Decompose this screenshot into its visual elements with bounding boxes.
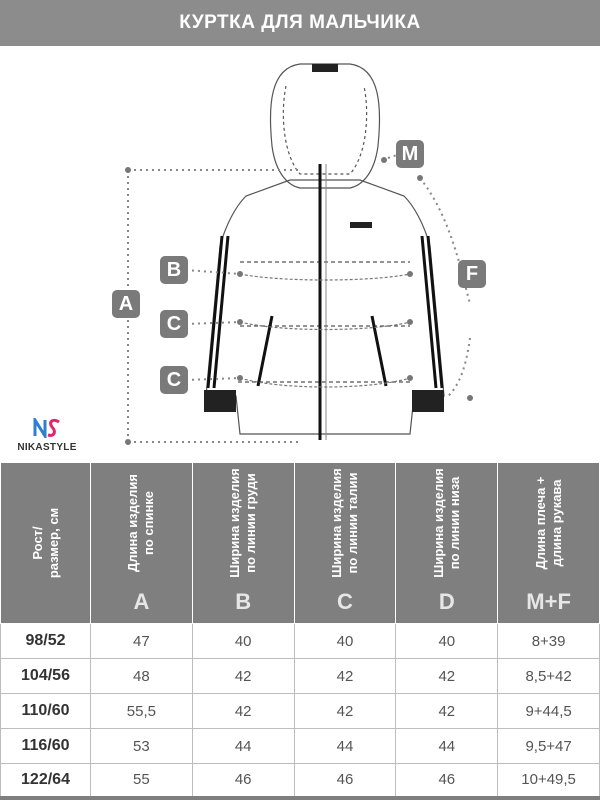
label-a: A (112, 290, 140, 318)
cell-b: 42 (192, 659, 294, 694)
header-c-line2: по линии талии (344, 472, 360, 574)
cell-size: 98/52 (1, 624, 91, 659)
cell-b: 42 (192, 694, 294, 729)
table-row (1, 694, 600, 729)
cell-d: 46 (396, 764, 498, 799)
header-mf-line2: длина рукава (548, 479, 564, 567)
table-row (1, 729, 600, 764)
header-b-line1: Ширина изделия (227, 468, 243, 578)
header-d-line2: по линии низа (446, 476, 462, 570)
header-d-letter: D (438, 589, 455, 614)
header-b (192, 463, 294, 624)
brand (14, 418, 80, 453)
brand-name: NIKASTYLE (17, 442, 77, 453)
label-m: M (396, 140, 424, 168)
header-a (91, 463, 193, 624)
cell-a: 47 (91, 624, 193, 659)
cell-mf: 9,5+47 (498, 729, 600, 764)
cell-d: 42 (396, 694, 498, 729)
cell-mf: 9+44,5 (498, 694, 600, 729)
cell-a: 55 (91, 764, 193, 799)
table-row (1, 659, 600, 694)
label-b: B (160, 256, 188, 284)
cell-b: 44 (192, 729, 294, 764)
jacket-drawing (0, 46, 600, 462)
cell-b: 46 (192, 764, 294, 799)
header-d (396, 463, 498, 624)
table-row (1, 624, 600, 659)
jacket-diagram (0, 46, 600, 462)
header-a-line2: по спинке (141, 490, 157, 556)
header-mf (498, 463, 600, 624)
cell-d: 40 (396, 624, 498, 659)
cell-size: 122/64 (1, 764, 91, 799)
label-f: F (458, 260, 486, 288)
table-header-row (1, 463, 600, 624)
header-a-letter: A (133, 589, 150, 614)
size-table (0, 462, 600, 800)
header-c-letter: C (337, 589, 353, 614)
page-title: КУРТКА ДЛЯ МАЛЬЧИКА (0, 0, 600, 46)
header-d-line1: Ширина изделия (430, 468, 446, 578)
cell-size: 104/56 (1, 659, 91, 694)
header-a-line1: Длина изделия (125, 474, 141, 572)
header-c-line1: Ширина изделия (328, 468, 344, 578)
cell-size: 110/60 (1, 694, 91, 729)
header-mf-letter: M+F (526, 589, 571, 614)
cell-c: 42 (294, 694, 396, 729)
header-size-line1: Рост/ (29, 526, 45, 560)
cell-a: 55,5 (91, 694, 193, 729)
cell-d: 44 (396, 729, 498, 764)
cell-size: 116/60 (1, 729, 91, 764)
cell-a: 48 (91, 659, 193, 694)
cell-c: 46 (294, 764, 396, 799)
header-c (294, 463, 396, 624)
cell-mf: 10+49,5 (498, 764, 600, 799)
cell-d: 42 (396, 659, 498, 694)
cell-c: 42 (294, 659, 396, 694)
cell-a: 53 (91, 729, 193, 764)
header-b-line2: по линии груди (243, 473, 259, 573)
brand-logo-icon (33, 418, 61, 438)
label-c-waist: C (160, 310, 188, 338)
cell-mf: 8,5+42 (498, 659, 600, 694)
cell-mf: 8+39 (498, 624, 600, 659)
header-size-line2: размер, см (45, 507, 61, 579)
table-row (1, 764, 600, 799)
cell-c: 44 (294, 729, 396, 764)
header-size (1, 463, 91, 624)
cell-b: 40 (192, 624, 294, 659)
cell-c: 40 (294, 624, 396, 659)
header-b-letter: B (235, 589, 252, 614)
label-c-hem: C (160, 366, 188, 394)
header-mf-line1: Длина плеча + (532, 476, 548, 570)
